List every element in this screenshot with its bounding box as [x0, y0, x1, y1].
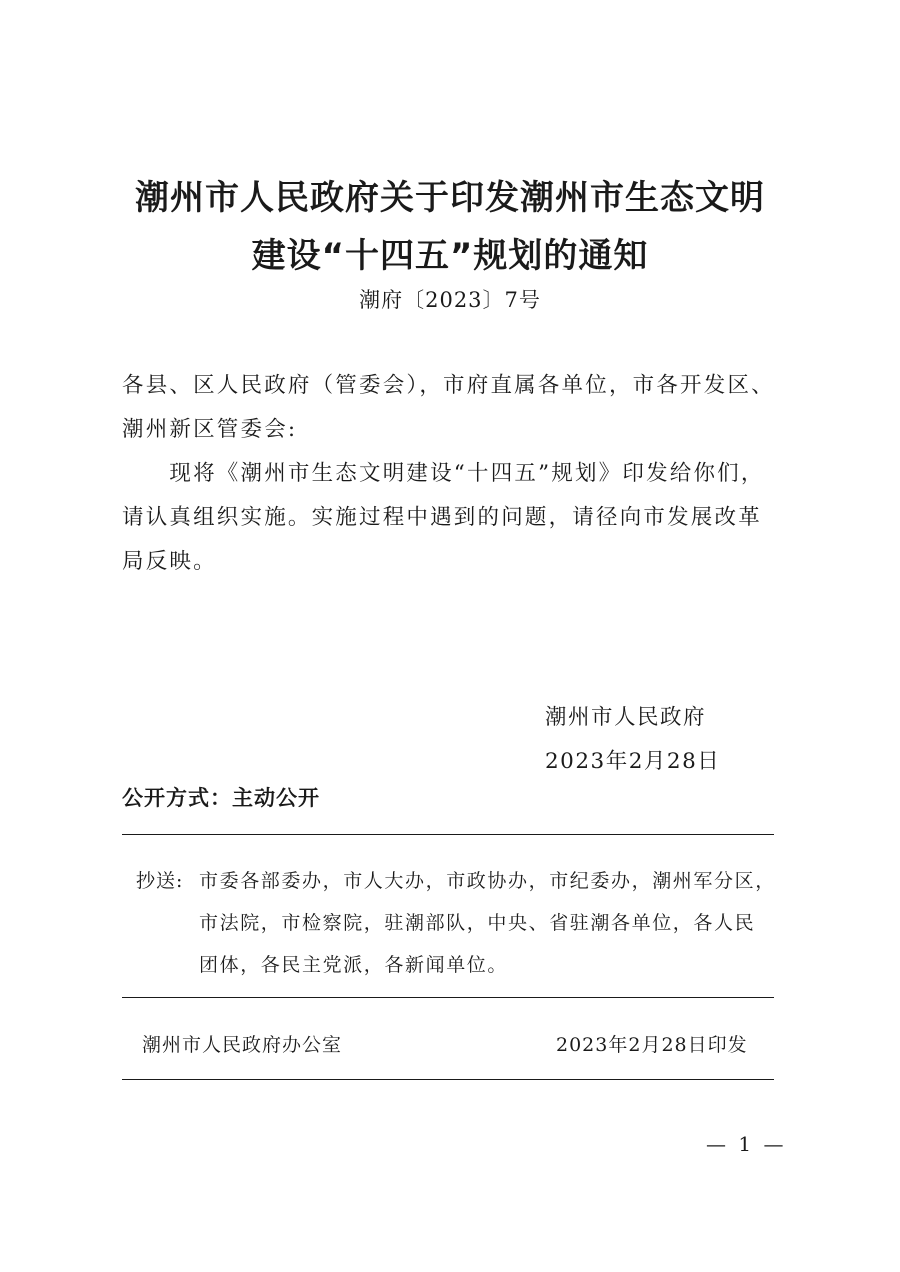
document-title-line-1: 潮州市人民政府关于印发潮州市生态文明	[135, 178, 765, 218]
body-paragraph-line-1: 现将《潮州市生态文明建设“十四五”规划》印发给你们，	[122, 461, 765, 486]
divider-rule-top	[122, 834, 774, 835]
document-title-line-2: 建设“十四五”规划的通知	[251, 236, 649, 276]
cc-label: 抄送:	[136, 870, 184, 892]
signature-date: 2023年2月28日	[545, 749, 721, 774]
divider-rule-bottom	[122, 1079, 774, 1080]
body-paragraph-line-2: 请认真组织实施。实施过程中遇到的问题，请径向市发展改革	[122, 505, 762, 530]
body-paragraph-line-3: 局反映。	[122, 549, 217, 574]
cc-recipients-line-2: 市法院，市检察院，驻潮部队，中央、省驻潮各单位，各人民	[199, 912, 756, 934]
document-number: 潮府〔2023〕7号	[359, 288, 541, 312]
signature-organization: 潮州市人民政府	[545, 705, 707, 730]
cc-recipients-line-3: 团体，各民主党派，各新闻单位。	[199, 954, 509, 976]
divider-rule-middle	[122, 997, 774, 998]
cc-recipients-line-1: 市委各部委办，市人大办，市政协办，市纪委办，潮州军分区，	[199, 870, 776, 892]
addressee-line-1: 各县、区人民政府（管委会），市府直属各单位，市各开发区、	[122, 373, 775, 398]
issue-date: 2023年2月28日印发	[556, 1034, 748, 1056]
issuing-office: 潮州市人民政府办公室	[142, 1034, 343, 1056]
page-number: — 1 —	[706, 1132, 787, 1156]
addressee-line-2: 潮州新区管委会:	[122, 417, 298, 442]
disclosure-method: 公开方式：主动公开	[122, 786, 320, 810]
